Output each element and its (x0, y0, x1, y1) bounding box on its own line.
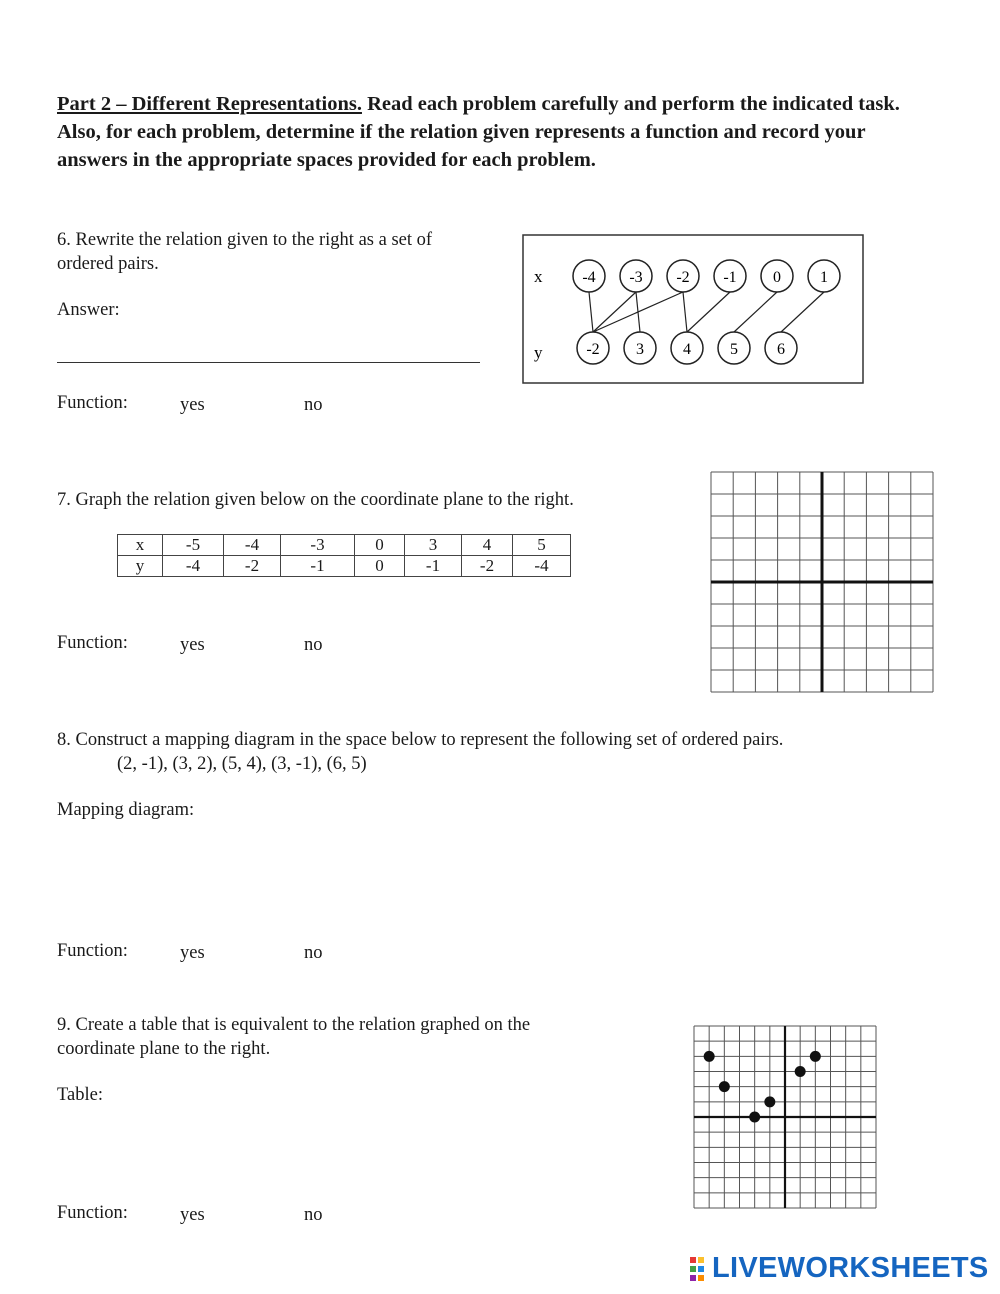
table-cell: -2 (224, 556, 281, 577)
problem9-no-option[interactable]: no (304, 1205, 323, 1225)
problem9-table-area[interactable] (57, 1112, 657, 1197)
domain-value (573, 260, 605, 292)
problem8-prompt: 8. Construct a mapping diagram in the space below to represent the following set of ordered pairs. (57, 730, 784, 750)
problem7-coordinate-grid[interactable] (709, 470, 935, 694)
liveworksheets-logo (690, 1252, 990, 1288)
range-value (577, 332, 609, 364)
svg-text:-4: -4 (582, 269, 596, 286)
svg-text:6: 6 (777, 341, 785, 358)
table-cell: -1 (281, 556, 355, 577)
problem9-function-label: Function: (57, 1203, 128, 1223)
plotted-point (764, 1096, 775, 1107)
domain-value (761, 260, 793, 292)
table-cell: -4 (163, 556, 224, 577)
table-row-x (118, 535, 571, 556)
table-cell: 0 (355, 535, 405, 556)
table-cell: -2 (462, 556, 513, 577)
domain-value (808, 260, 840, 292)
problem8-yes-option[interactable]: yes (180, 943, 205, 963)
mapping-arrow (734, 292, 777, 332)
problem6-mapping-diagram (520, 230, 870, 386)
problem6-no-option[interactable]: no (304, 395, 323, 415)
svg-text:-2: -2 (676, 269, 690, 286)
table-header-y: y (118, 556, 163, 577)
problem9-yes-option[interactable]: yes (180, 1205, 205, 1225)
plotted-point (719, 1081, 730, 1092)
logo-icon (690, 1257, 714, 1283)
problem7-yes-option[interactable]: yes (180, 635, 205, 655)
plotted-point (704, 1051, 715, 1062)
problem8-diagram-label: Mapping diagram: (57, 800, 195, 820)
mapping-arrow (687, 292, 730, 332)
instructions-heading (57, 90, 937, 174)
problem6-answer-line[interactable] (57, 362, 480, 363)
range-value (671, 332, 703, 364)
problem8-ordered-pairs: (2, -1), (3, 2), (5, 4), (3, -1), (6, 5) (117, 754, 367, 774)
plotted-point (810, 1051, 821, 1062)
table-cell: 5 (513, 535, 571, 556)
svg-text:1: 1 (820, 269, 828, 286)
svg-text:3: 3 (636, 341, 644, 358)
range-value (765, 332, 797, 364)
problem7-function-label: Function: (57, 633, 128, 653)
svg-text:0: 0 (773, 269, 781, 286)
grid-lines (694, 1026, 876, 1208)
table-cell: -4 (513, 556, 571, 577)
problem8-diagram-area[interactable] (57, 828, 677, 933)
problem8-no-option[interactable]: no (304, 943, 323, 963)
problem7-relation-table (117, 534, 571, 577)
part-title: Part 2 – Different Representations. (57, 93, 362, 115)
problem9-prompt: 9. Create a table that is equivalent to the relation graphed on the coordinate plane to the right. (57, 1015, 531, 1059)
problem6-function-label: Function: (57, 393, 128, 413)
table-cell: -5 (163, 535, 224, 556)
problem7-no-option[interactable]: no (304, 635, 323, 655)
svg-text:-2: -2 (586, 341, 600, 358)
table-cell: 0 (355, 556, 405, 577)
problem9-coordinate-grid (692, 1024, 878, 1210)
problem6-answer-label: Answer: (57, 300, 120, 320)
mapping-arrow (781, 292, 824, 332)
domain-value (620, 260, 652, 292)
range-value (624, 332, 656, 364)
range-value (718, 332, 750, 364)
plotted-point (795, 1066, 806, 1077)
domain-value (667, 260, 699, 292)
table-cell: -1 (405, 556, 462, 577)
domain-value (714, 260, 746, 292)
table-cell: -4 (224, 535, 281, 556)
problem7-prompt: 7. Graph the relation given below on the coordinate plane to the right. (57, 490, 574, 510)
mapping-arrow (683, 292, 687, 332)
svg-text:-1: -1 (723, 269, 737, 286)
svg-text:-3: -3 (629, 269, 643, 286)
mapping-x-label: x (534, 267, 543, 286)
mapping-arrow (593, 292, 636, 332)
mapping-arrows (589, 292, 824, 332)
mapping-domain (573, 260, 840, 292)
table-row-y (118, 556, 571, 577)
logo-text: LIVEWORKSHEETS (712, 1252, 989, 1284)
problem6-yes-option[interactable]: yes (180, 395, 205, 415)
mapping-range (577, 332, 797, 364)
table-cell: 4 (462, 535, 513, 556)
problem6-prompt: 6. Rewrite the relation given to the right as a set of ordered pairs. (57, 230, 433, 274)
table-cell: -3 (281, 535, 355, 556)
table-header-x: x (118, 535, 163, 556)
problem8-function-label: Function: (57, 941, 128, 961)
mapping-y-label: y (534, 343, 543, 362)
instructions-text: Read each problem carefully and perform the indicated task. Also, for each problem, determine if the relation given represents a function and record your answers in the appropriate spaces provided for each problem. (57, 93, 900, 171)
plotted-point (749, 1112, 760, 1123)
mapping-arrow (589, 292, 593, 332)
problem9-table-label: Table: (57, 1085, 103, 1105)
table-cell: 3 (405, 535, 462, 556)
svg-text:5: 5 (730, 341, 738, 358)
svg-text:4: 4 (683, 341, 691, 358)
grid-lines (711, 472, 933, 692)
